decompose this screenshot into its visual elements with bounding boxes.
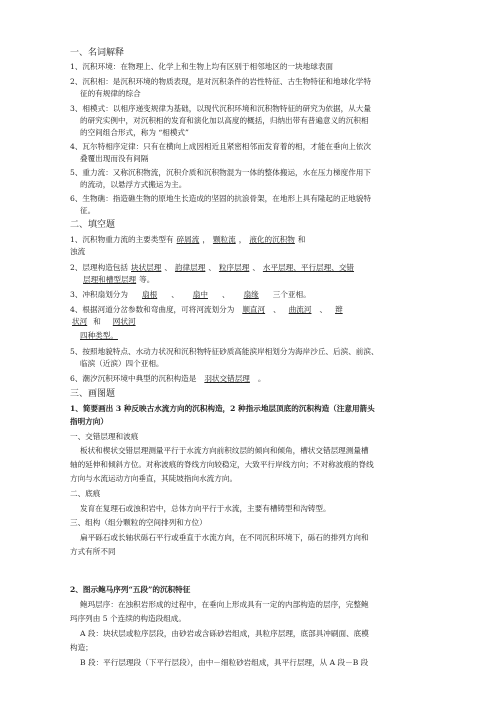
def-line: 3、相模式：以相序递变规律为基础，以现代沉积环境和沉积物特征的研究为依据，从大量 xyxy=(70,104,371,113)
def-line: 的流动，以悬浮方式搬运为主。 xyxy=(80,180,187,189)
answer: 扇中 xyxy=(192,290,208,299)
answer: 网状河 xyxy=(112,317,136,326)
def-line: 6、生物礁：指造礁生物的原地生长造成的坚固的抗浪骨架，在地形上具有隆起的正地貌特 xyxy=(70,194,371,203)
def-line: 1、沉积环境：在物理上、化学上和生物上均有区别于相邻地区的一块地球表面 xyxy=(70,62,334,71)
subsection-title: 二、底痕 xyxy=(70,489,101,498)
answer: 块状层理 xyxy=(131,263,162,272)
answer: 辫 xyxy=(335,305,343,314)
answer: 韵律层理 xyxy=(174,263,206,272)
answer: 颗粒流 xyxy=(212,235,236,244)
answer: 水平层理、平行层理、交错 xyxy=(262,263,355,272)
answer: 四种类型。 xyxy=(80,331,118,340)
section-title: 一、名词解释 xyxy=(70,48,125,58)
def-line: 2、沉积相：是沉积环境的物质表现，是对沉积条件的岩性特征、古生物特征和地球化学特 xyxy=(70,77,371,86)
body-line: A 段：块状层或粒序层段，由砂岩或含砾砂岩组成，具粒序层理，底部具冲刷面、底模 xyxy=(80,629,369,638)
body-line: 发育在复理石或浊积岩中，总体方向平行于水流，主要有槽铸型和沟铸型。 xyxy=(80,504,331,513)
def-line: 的研究实例中，对沉积相的发育和演化加以高度的概括，归纳出带有普遍意义的沉积相 xyxy=(80,116,369,125)
def-line: 4、瓦尔特相序定律：只有在横向上成因相近且紧密相邻而发育着的相，才能在垂向上依次 xyxy=(70,142,371,151)
fill-question: 1、沉积物重力流的主要类型有 碎屑流 ， 颗粒流 ， 液化的沉积物 和 xyxy=(70,235,306,244)
def-line: 征。 xyxy=(80,206,96,215)
answer: 曲流河 xyxy=(288,305,312,314)
question-title: 1、简要画出 3 种反映古水流方向的沉积构造，2 种指示地层顶底的沉积构造（注意用箭头 xyxy=(70,404,375,413)
fill-question: 6、潮汐沉积环境中典型的沉积构造是 羽状交错层理 。 xyxy=(70,374,266,383)
fill-question-cont xyxy=(80,330,118,342)
subsection-title: 一、交错层理和波痕 xyxy=(70,432,139,441)
answer: 扇根 xyxy=(142,290,158,299)
question-title: 2、图示鲍马序列“五段”的沉积特征 xyxy=(70,585,191,594)
section-title: 三、画图题 xyxy=(70,389,116,399)
fill-question-cont: 临滨（近滨）四个亚相。 xyxy=(80,359,164,368)
answer: 液化的沉积物 xyxy=(249,235,295,244)
section-title: 二、填空题 xyxy=(70,220,116,230)
answer: 粒序层理 xyxy=(218,263,250,272)
answer: 顺直河 xyxy=(242,305,266,314)
def-line: 的空间组合形式，称为 “相模式” xyxy=(80,128,189,137)
body-line: 扁平砾石或长轴状砾石平行或垂直于水流方向，在不同沉积环境下，砾石的排列方向和 xyxy=(80,533,369,542)
answer: 状河 xyxy=(72,317,88,326)
body-line: 方式有所不同 xyxy=(70,547,116,556)
def-line: 征的有规律的综合 xyxy=(80,89,141,98)
answer: 层理和槽型层理 xyxy=(83,275,137,284)
body-line: 构造； xyxy=(70,643,93,652)
question-title: 指明方向） xyxy=(70,417,108,426)
answer: 扇缘 xyxy=(243,290,259,299)
subsection-title: 三、组构（组分颗粒的空间排列和方位） xyxy=(70,518,207,527)
fill-question: 3、冲积扇划分为 扇根 、 扇中 、 扇缘 三个亚相。 xyxy=(70,290,311,299)
body-line: 板状和楔状交错层理测量平行于水流方向前积纹层的倾向和倾角，槽状交错层理测量槽 xyxy=(80,446,369,455)
fill-question: 4、根据河道分岔参数和弯曲度，可将河流划分为 顺直河 、 曲流河 、 辫 xyxy=(70,304,351,316)
fill-question-cont: 层理和槽型层理 等。 xyxy=(80,274,154,286)
body-line: 轴的延伸和倾斜方位。对称波痕的脊线方向较稳定，大致平行岸线方向；不对称波痕的脊线 xyxy=(70,460,374,469)
body-line: B 段：平行层理段（下平行层段），由中－细粒砂岩组成，具平行层理，从 A 段－B 段 xyxy=(80,658,369,667)
fill-question-cont: 状河 和 网状河 xyxy=(70,316,142,328)
answer: 碎屑流 xyxy=(176,235,200,244)
body-line: 玛序列由 5 个连续的构造段组成。 xyxy=(70,614,186,623)
body-line: 方向与水流运动方向垂直，其陡坡指向水流方向。 xyxy=(70,474,238,483)
fill-question: 5、按照地貌特点、水动力状况和沉积物特征砂质高能滨岸相划分为海岸沙丘、后滨、前滨、 xyxy=(70,347,379,356)
fill-question: 2、层理构造包括 块状层理 、 韵律层理 、 粒序层理 、 水平层理、平行层理、交错 xyxy=(70,262,357,274)
answer: 羽状交错层理 xyxy=(204,374,250,383)
body-line: 鲍玛层序：在浊积岩形成的过程中，在垂向上形成具有一定的内部构造的层序，完整鲍 xyxy=(80,600,369,609)
def-line: 5、重力流：又称沉积物流，沉积介质和沉积物混为一体的整体搬运，水在压力梯度作用下 xyxy=(70,168,371,177)
def-line: 叠覆出现而没有间隔 xyxy=(80,154,149,163)
fill-question-cont: 浊流 xyxy=(70,247,86,256)
